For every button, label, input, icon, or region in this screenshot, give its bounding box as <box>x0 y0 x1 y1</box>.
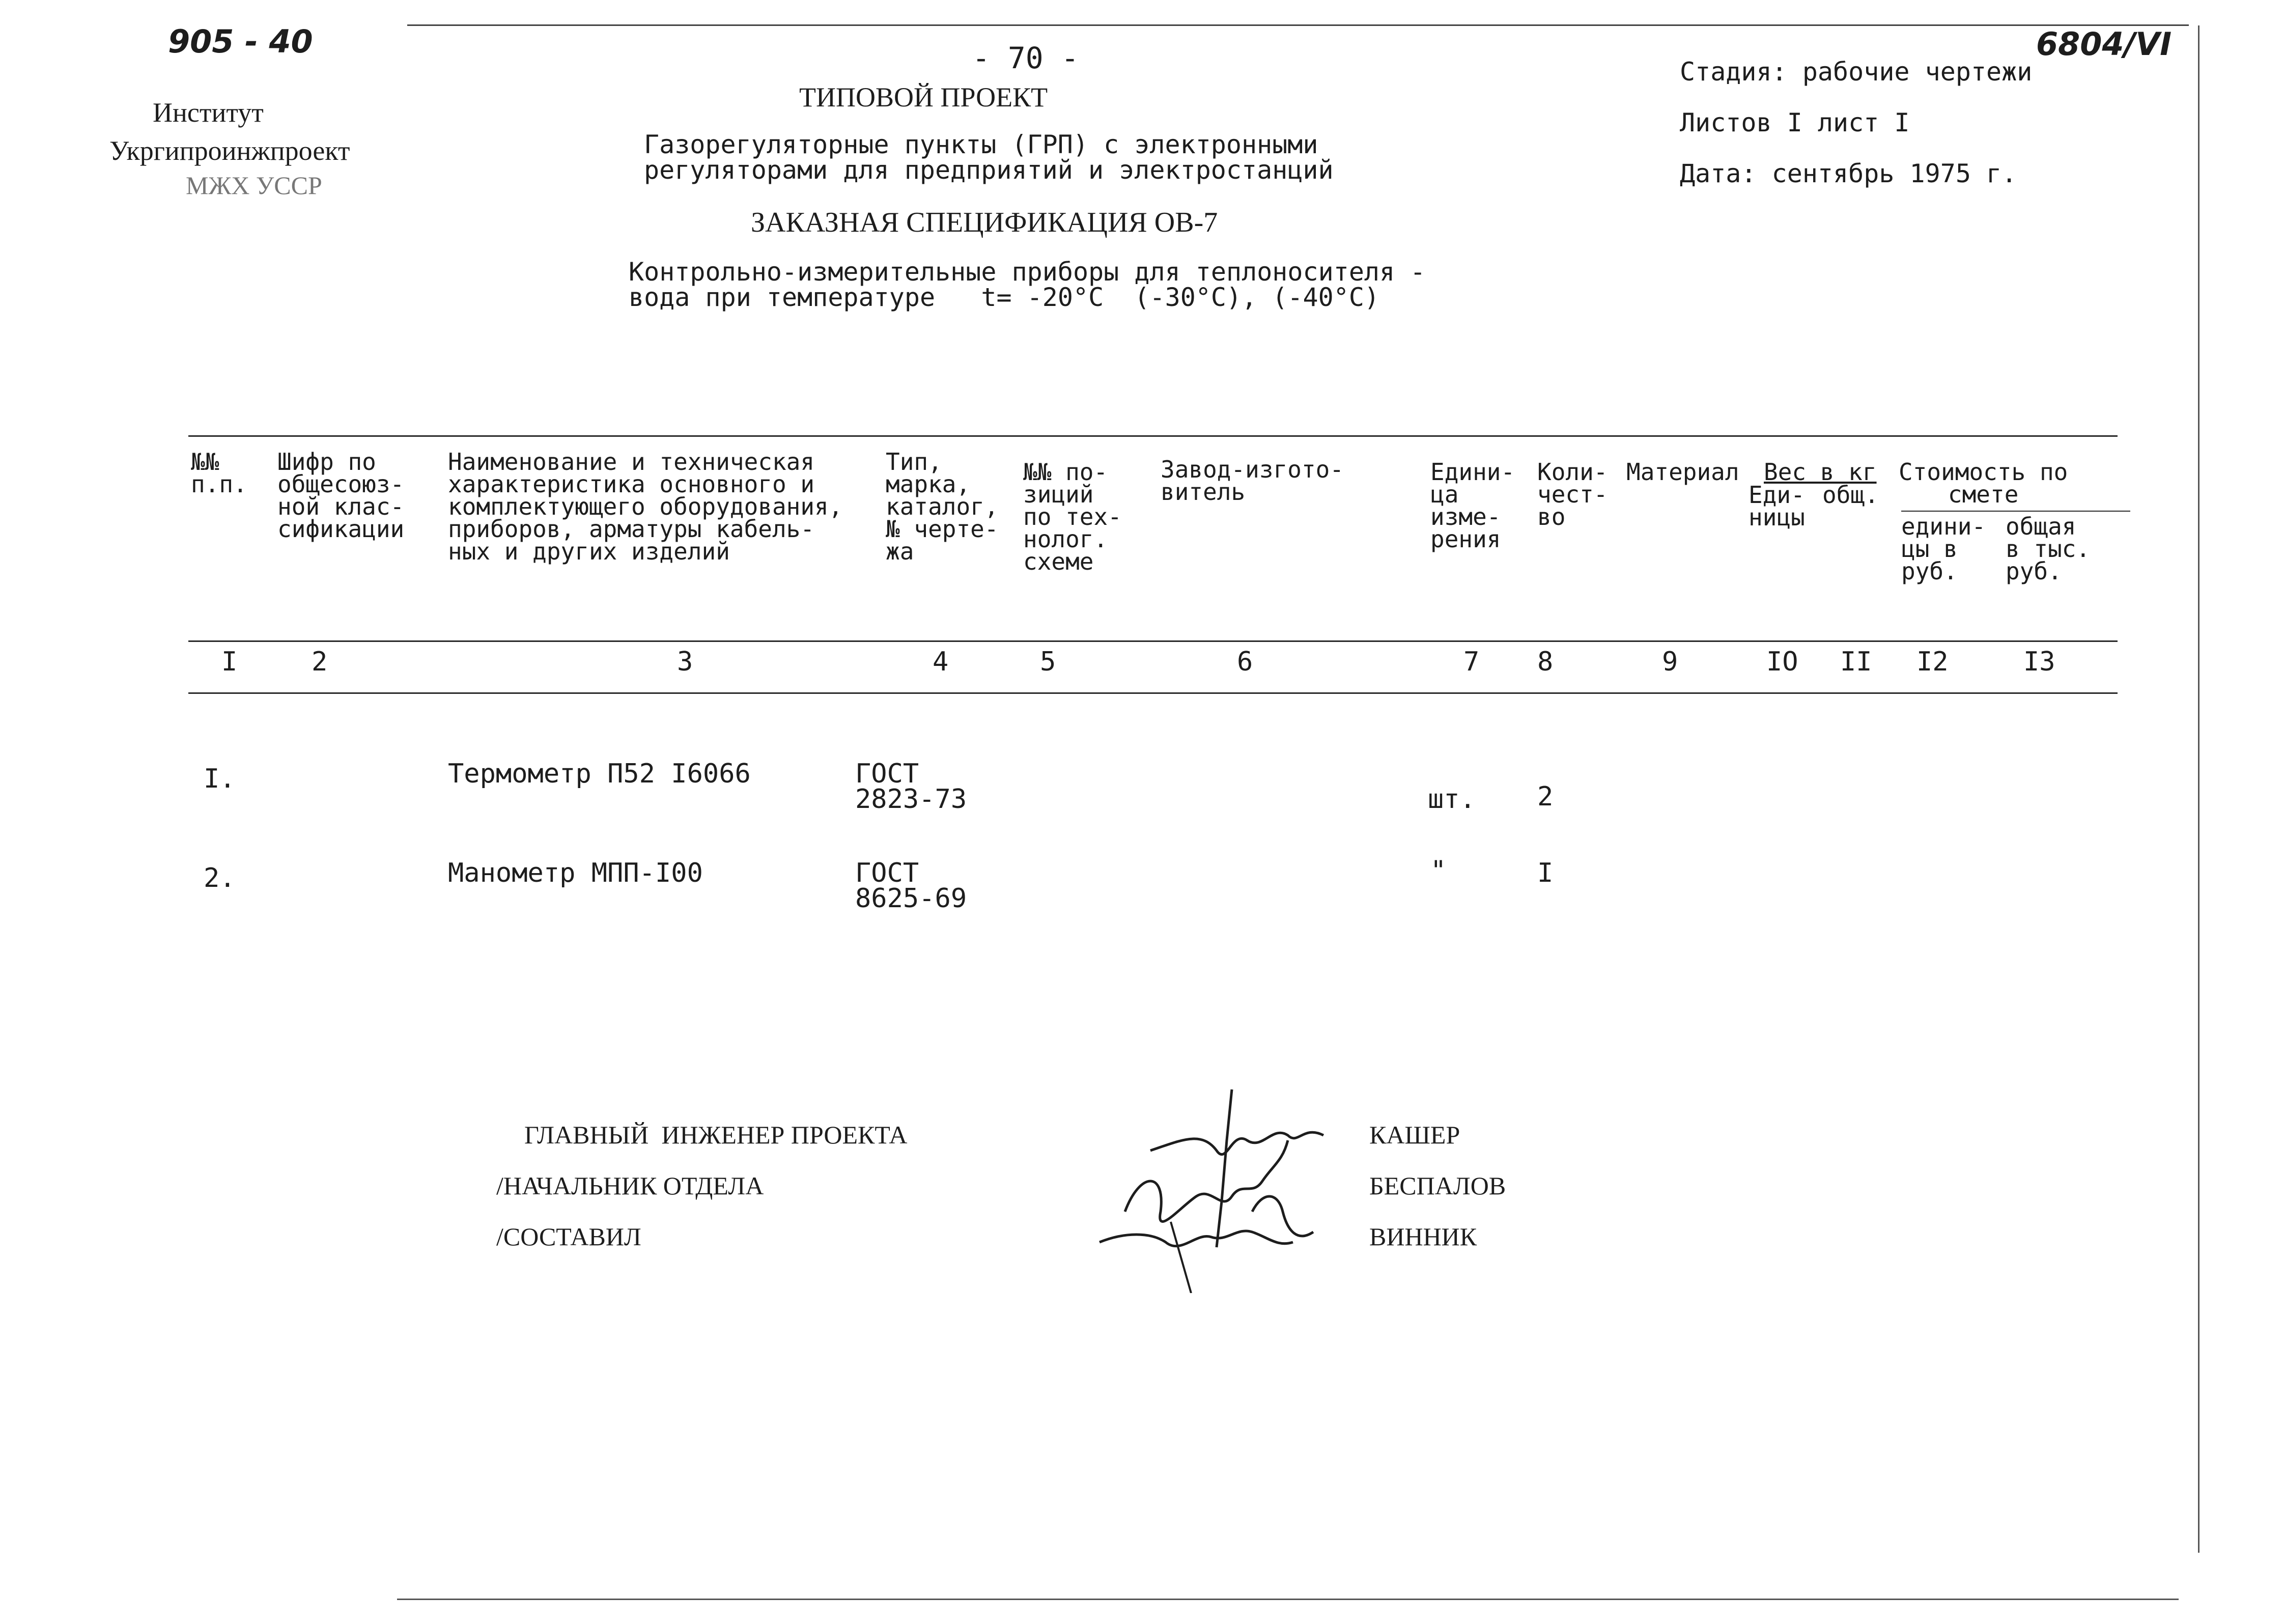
header-col-8: Коли- чест- во <box>1537 458 1608 530</box>
signature-name-vinnik: ВИННИК <box>1369 1222 1477 1251</box>
column-numbers-bottom-line <box>188 692 2118 694</box>
signature-name-kasher: КАШЕР <box>1369 1121 1460 1149</box>
column-number-13: I3 <box>2023 647 2055 677</box>
column-number-8: 8 <box>1537 647 1554 677</box>
item-type-line2: 8625-69 <box>855 883 967 914</box>
spec-title: ЗАКАЗНАЯ СПЕЦИФИКАЦИЯ ОВ-7 <box>751 207 1218 238</box>
header-col-10: Еди- ницы <box>1749 481 1805 531</box>
stamp-sheets: Листов I лист I <box>1680 108 1910 137</box>
table-top-line <box>188 435 2118 437</box>
column-number-2: 2 <box>312 647 328 677</box>
item-type-line1: ГОСТ <box>855 759 919 789</box>
header-col-12: едини- цы в руб. <box>1901 513 1986 585</box>
item-type-line1: ГОСТ <box>855 858 919 888</box>
column-number-12: I2 <box>1916 647 1949 677</box>
header-weight-group: Вес в кг <box>1764 458 1877 486</box>
top-border-line <box>407 24 2189 26</box>
item-type-line2: 2823-73 <box>855 784 967 815</box>
header-cost-group: Стоимость по смете <box>1899 458 2068 508</box>
header-col-13: общая в тыс. руб. <box>2006 513 2091 585</box>
item-unit: шт. <box>1428 784 1476 815</box>
handwritten-signatures <box>1079 1079 1364 1293</box>
column-number-10: IO <box>1766 647 1798 677</box>
header-col-4: Тип, марка, каталог, № черте- жа <box>886 448 999 565</box>
stamp-date: Дата: сентябрь 1975 г. <box>1680 159 2017 188</box>
project-title-line2: регуляторами для предприятий и электростанций <box>644 155 1334 185</box>
spec-subtitle-line1: Контрольно-измерительные приборы для теплоносителя - <box>629 257 1426 287</box>
row-number: I. <box>204 764 236 794</box>
item-name: Термометр П52 I6066 <box>448 759 751 789</box>
item-unit: " <box>1430 855 1447 886</box>
header-col-3: Наименование и техническая характеристика основного и комплектующего оборудования, приборов, арматуры кабель- ных и других изделий <box>448 448 843 565</box>
stamp-stage: Стадия: рабочие чертежи <box>1680 57 2033 87</box>
signature-role-department-head: /НАЧАЛЬНИК ОТДЕЛА <box>496 1171 764 1200</box>
header-col-9: Материал <box>1626 458 1739 486</box>
column-number-3: 3 <box>677 647 693 677</box>
header-bottom-line <box>188 640 2118 642</box>
signature-name-bespalov: БЕСПАЛОВ <box>1369 1171 1506 1200</box>
header-col-5: №№ по- зиций по тех- нолог. схеме <box>1023 458 1122 575</box>
spec-subtitle-line2: вода при температуре t= -20°C (-30°C), (-40°C) <box>629 283 1380 312</box>
institute-name: Институт <box>153 97 264 128</box>
right-border-line <box>2198 25 2200 1553</box>
column-number-7: 7 <box>1463 647 1480 677</box>
header-col-1: №№ п.п. <box>191 448 247 498</box>
cost-group-divider <box>1901 511 2130 512</box>
archive-number: 905 - 40 <box>168 23 313 60</box>
header-col-2: Шифр по общесоюз- ной клас- сификации <box>277 448 405 543</box>
column-number-1: I <box>221 647 238 677</box>
project-type: ТИПОВОЙ ПРОЕКТ <box>799 82 1048 113</box>
item-quantity: I <box>1537 858 1554 888</box>
page-number: - 70 - <box>972 41 1079 75</box>
signature-role-chief-engineer: ГЛАВНЫЙ ИНЖЕНЕР ПРОЕКТА <box>524 1121 908 1149</box>
column-number-11: II <box>1840 647 1872 677</box>
institute-ministry: МЖХ УССР <box>186 171 322 200</box>
column-number-9: 9 <box>1662 647 1678 677</box>
bottom-border-line <box>397 1599 2179 1600</box>
project-title-line1: Газорегуляторные пункты (ГРП) с электронными <box>644 130 1318 159</box>
item-name: Манометр МПП-I00 <box>448 858 703 888</box>
institute-org: Укргипроинжпроект <box>109 135 350 166</box>
column-number-6: 6 <box>1237 647 1253 677</box>
inventory-number: 6804/VI <box>2036 25 2172 63</box>
header-col-7: Едини- ца изме- рения <box>1430 458 1515 553</box>
item-quantity: 2 <box>1537 781 1554 812</box>
header-col-11: общ. <box>1822 481 1879 509</box>
column-number-4: 4 <box>933 647 949 677</box>
header-col-6: Завод-изгото- витель <box>1161 456 1344 506</box>
column-number-5: 5 <box>1040 647 1056 677</box>
row-number: 2. <box>204 863 236 893</box>
signature-role-compiler: /СОСТАВИЛ <box>496 1222 641 1251</box>
